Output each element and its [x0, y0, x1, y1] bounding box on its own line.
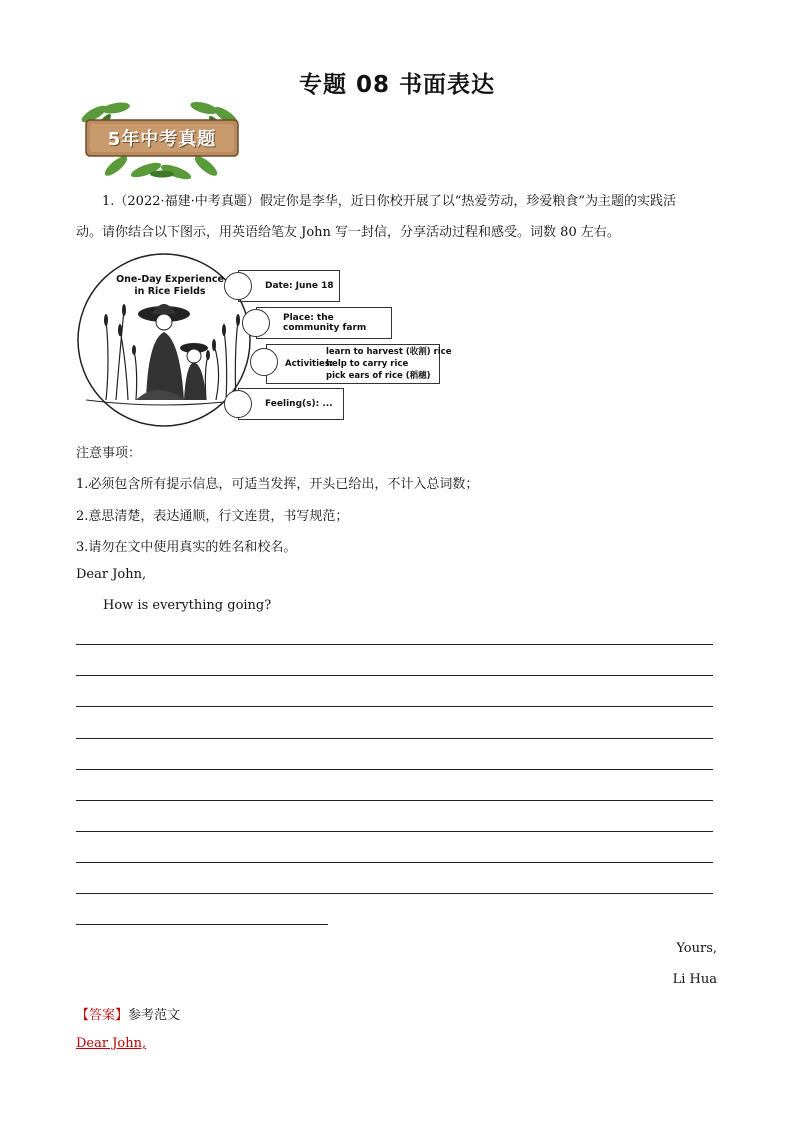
rice-ear-icon [224, 272, 252, 300]
rice-ear-icon [250, 348, 278, 376]
writing-line [76, 738, 713, 739]
feeling-box [238, 388, 344, 420]
activity-1: learn to harvest (收割) rice [326, 347, 452, 357]
writing-line [76, 706, 713, 707]
answer-heading [76, 1004, 180, 1023]
writing-line [76, 831, 713, 832]
activities-label: Activities: [285, 359, 334, 369]
writing-line [76, 800, 713, 801]
rice-ear-icon [224, 390, 252, 418]
question-line-2: 动。请你结合以下图示，用英语给笔友 John 写一封信，分享活动过程和感受。词数 80 左右。 [76, 225, 620, 240]
writing-line [76, 893, 713, 894]
place-text: Place: the community farm [283, 313, 367, 333]
note-3: 3.请勿在文中使用真实的姓名和校名。 [76, 540, 297, 555]
note-1: 1.必须包含所有提示信息，可适当发挥，开头已给出，不计入总词数； [76, 477, 479, 492]
writing-line [76, 862, 713, 863]
question-line-1: 1.（2022·福建·中考真题）假定你是李华，近日你校开展了以“热爱劳动，珍爱粮食”为主题的实践活 [102, 194, 677, 209]
rice-ear-icon [242, 309, 270, 337]
note-2: 2.意思清楚，表达通顺，行文连贯，书写规范； [76, 509, 349, 524]
writing-line-short [76, 924, 328, 925]
date-text: Date: June 18 [265, 281, 334, 291]
letter-signature: Li Hua [672, 972, 717, 987]
writing-line [76, 675, 713, 676]
section-badge [76, 100, 246, 182]
letter-closing: Yours, [676, 941, 717, 956]
activity-3: pick ears of rice (稻穗) [326, 371, 431, 381]
writing-line [76, 769, 713, 770]
activity-2: help to carry rice [326, 359, 409, 369]
page-title: 专题 08 书面表达 [298, 72, 496, 98]
answer-tag: 【答案】 [76, 1008, 129, 1023]
figure-title [110, 274, 230, 298]
figure-title-line-2: in Rice Fields [134, 286, 206, 297]
rice-field-figure [76, 250, 452, 430]
answer-label: 参考范文 [128, 1008, 181, 1023]
figure-title-line-1: One-Day Experience [116, 274, 224, 285]
feeling-text: Feeling(s): ... [265, 399, 333, 409]
notes-heading: 注意事项： [76, 446, 142, 461]
date-box [238, 270, 340, 302]
letter-salutation: Dear John, [76, 567, 147, 582]
badge-label: 5年中考真题 [107, 129, 217, 150]
letter-opening: How is everything going? [103, 598, 272, 613]
answer-salutation: Dear John, [76, 1036, 147, 1051]
place-box [256, 307, 392, 339]
writing-line [76, 644, 713, 645]
